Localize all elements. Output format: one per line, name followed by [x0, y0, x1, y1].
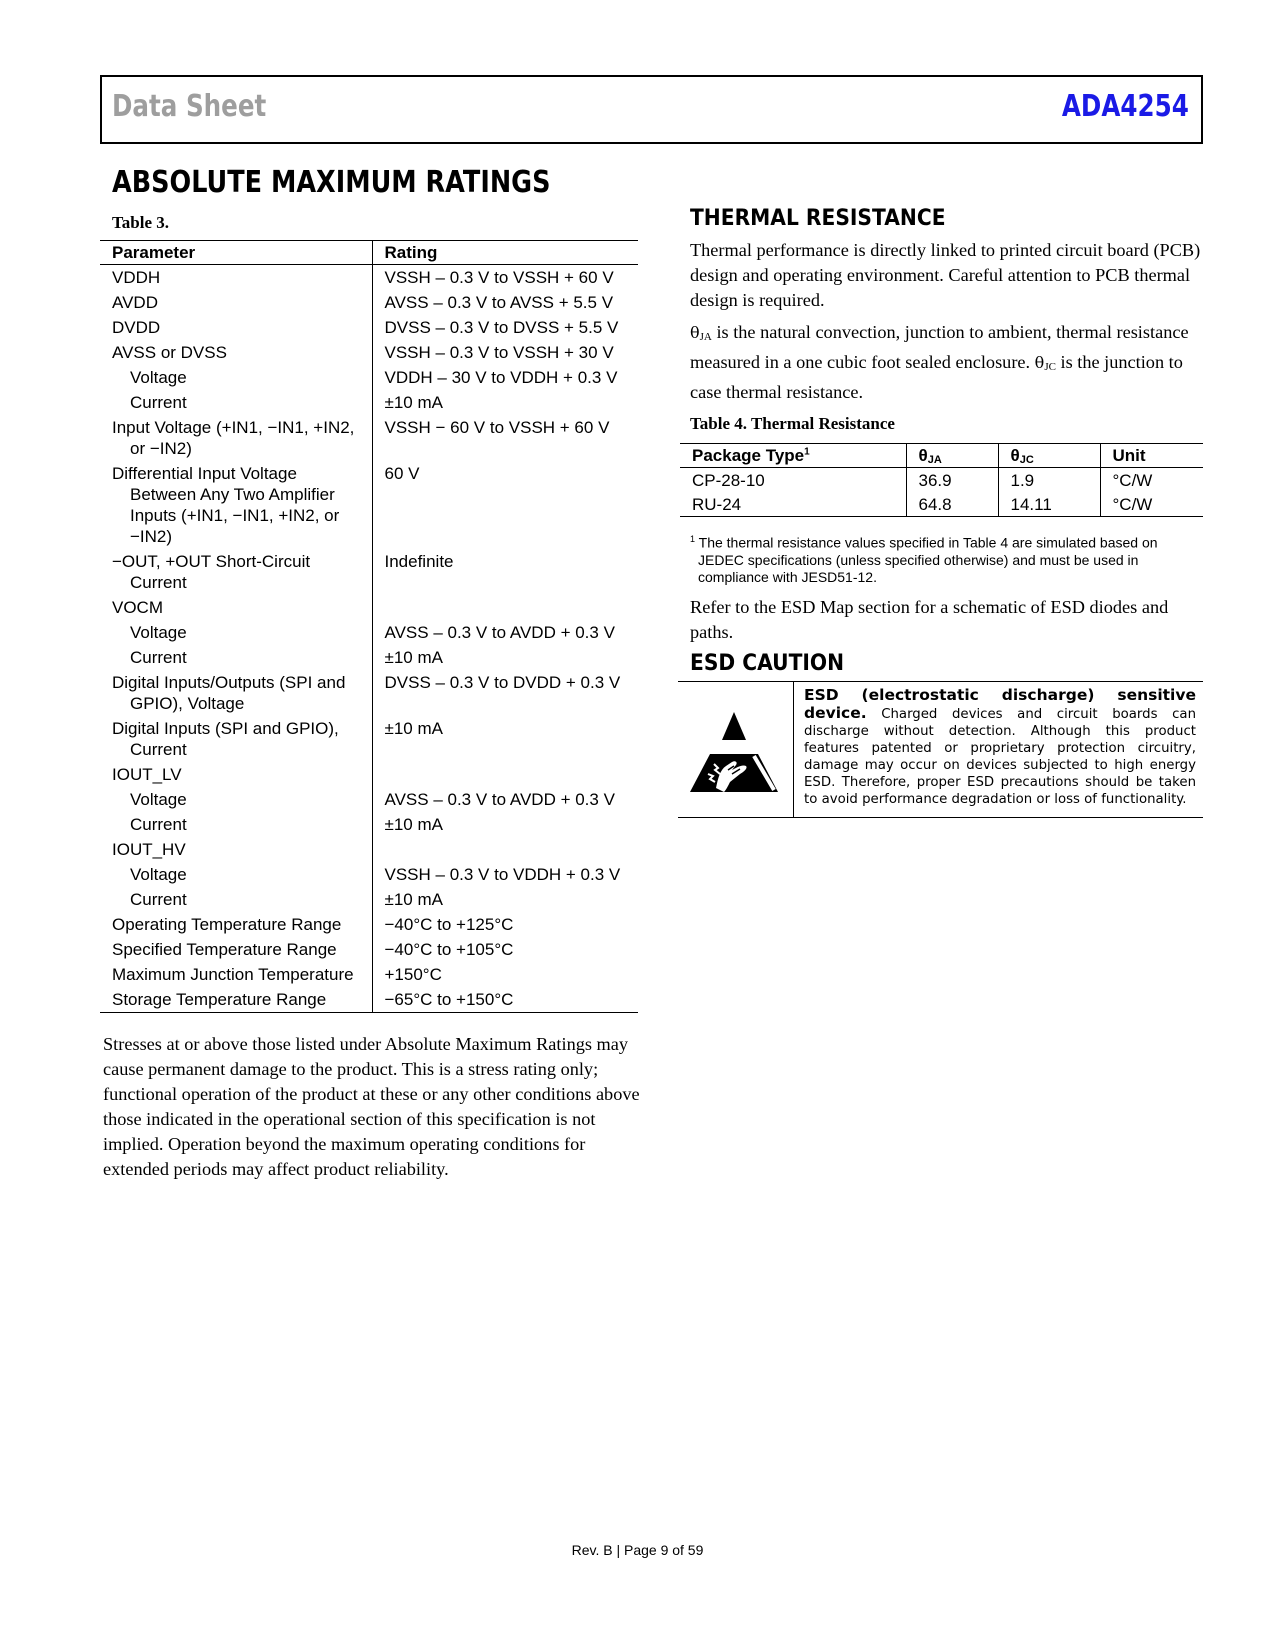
table4-caption: Table 4. Thermal Resistance: [690, 414, 895, 433]
table3-body: [100, 265, 638, 1013]
table3-cell-parameter: Differential Input Voltage Between Any Two Amplifier Inputs (+IN1, −IN1, +IN2, or −IN2): [112, 464, 340, 546]
table3-cell-rating: ±10 mA: [372, 390, 638, 415]
table4-cell-unit: °C/W: [1100, 492, 1203, 517]
theta-ja-symbol: θ: [690, 323, 700, 342]
table-row: [100, 912, 638, 937]
table-row: [100, 937, 638, 962]
table3-header-parameter: Parameter: [100, 241, 372, 265]
esd-caution-heading: ESD CAUTION: [690, 651, 845, 676]
theta-jc-symbol: θ: [1034, 353, 1045, 372]
table3-cell-parameter: VOCM: [112, 598, 163, 617]
table3-cell-rating: −40°C to +105°C: [372, 937, 638, 962]
table3-cell-parameter: IOUT_HV: [112, 840, 186, 859]
table-row: [100, 390, 638, 415]
table3-cell-rating: ±10 mA: [372, 716, 638, 762]
table3-cell-rating: AVSS – 0.3 V to AVSS + 5.5 V: [372, 290, 638, 315]
table-row: [100, 812, 638, 837]
table-row: [100, 645, 638, 670]
table4-footnote-mark: 1: [804, 446, 810, 458]
thermal-resistance-heading: THERMAL RESISTANCE: [690, 206, 946, 231]
table3-cell-parameter: Current: [130, 815, 187, 834]
table-row: [100, 787, 638, 812]
table3-cell-rating: VSSH – 0.3 V to VSSH + 30 V: [372, 340, 638, 365]
esd-warning-icon: [688, 704, 780, 796]
table3-cell-rating: −65°C to +150°C: [372, 987, 638, 1013]
table-row: [100, 962, 638, 987]
esd-map-reference: Refer to the ESD Map section for a schematic of ESD diodes and paths.: [690, 597, 1169, 642]
table3-cell-parameter: Digital Inputs/Outputs (SPI and GPIO), Voltage: [112, 673, 346, 713]
table-row: [100, 620, 638, 645]
header-part-number: ADA4254: [1062, 89, 1189, 124]
esd-caution-text: [804, 687, 1196, 808]
table3-cell-rating: ±10 mA: [372, 812, 638, 837]
table-row: [680, 492, 1203, 517]
table-row: [100, 461, 638, 549]
table3-cell-parameter: Operating Temperature Range: [112, 915, 342, 934]
stress-paragraph: Stresses at or above those listed under Absolute Maximum Ratings may cause permanent damage to the product. This is a stress rating only; functional operation of the product at these or any other conditions above those indicated in the operational section of this specification is not implied. Operation beyond the maximum operating conditions for extended periods may affect product reliability.: [103, 1034, 640, 1179]
table3-cell-rating: VSSH – 0.3 V to VSSH + 60 V: [372, 265, 638, 291]
table4-cell-package: RU-24: [680, 492, 906, 517]
table3-cell-parameter: Input Voltage (+IN1, −IN1, +IN2, or −IN2): [112, 418, 355, 458]
table3-cell-rating: ±10 mA: [372, 887, 638, 912]
theta-jc-subscript: JC: [1044, 361, 1056, 373]
table3-cell-parameter: Storage Temperature Range: [100, 987, 372, 1013]
absolute-max-ratings-table: [100, 240, 638, 1013]
table3-cell-parameter: Maximum Junction Temperature: [112, 965, 354, 984]
table3-cell-parameter: VDDH: [112, 268, 161, 287]
table-row: [100, 549, 638, 595]
table3-cell-rating: [372, 837, 638, 862]
table4-footnote: $^1$ The thermal resistance values specified in Table 4 are simulated based on JEDEC specifications (unless specified otherwise) and must be used in compliance with JESD51-12.: [690, 534, 1158, 585]
table-row: [100, 365, 638, 390]
table3-cell-rating: DVSS – 0.3 V to DVDD + 0.3 V: [372, 670, 638, 716]
theta-ja-subscript: JA: [699, 331, 712, 343]
table-row: [100, 315, 638, 340]
table3-cell-rating: VSSH − 60 V to VSSH + 60 V: [372, 415, 638, 461]
table-row: [100, 987, 638, 1013]
table-row: [100, 595, 638, 620]
header-doc-type: Data Sheet: [112, 89, 267, 124]
table3-cell-parameter: Specified Temperature Range: [112, 940, 337, 959]
table3-cell-parameter: Current: [130, 890, 187, 909]
table4-cell-theta-ja: 64.8: [906, 492, 998, 517]
thermal-resistance-table: [680, 443, 1203, 517]
table4-cell-theta-ja: 36.9: [906, 468, 998, 493]
table3-cell-rating: DVSS – 0.3 V to DVSS + 5.5 V: [372, 315, 638, 340]
table3-cell-parameter: Voltage: [130, 790, 187, 809]
table3-cell-parameter: DVDD: [112, 318, 161, 337]
table3-cell-parameter: IOUT_LV: [112, 765, 182, 784]
table3-cell-rating: VSSH – 0.3 V to VDDH + 0.3 V: [372, 862, 638, 887]
table3-cell-parameter: Voltage: [130, 623, 187, 642]
table3-cell-parameter: Current: [130, 393, 187, 412]
esd-caution-box: [678, 681, 1203, 818]
table-row: [100, 716, 638, 762]
table4-header-theta-ja: $\theta_{JA}$: [906, 444, 998, 468]
table3-cell-parameter: AVSS or DVSS: [112, 343, 227, 362]
table-row: [100, 887, 638, 912]
table-row: [100, 762, 638, 787]
section-title: ABSOLUTE MAXIMUM RATINGS: [112, 165, 551, 200]
table4-cell-theta-jc: 1.9: [998, 468, 1100, 493]
table-row: [100, 862, 638, 887]
table3-cell-rating: AVSS – 0.3 V to AVDD + 0.3 V: [372, 620, 638, 645]
page-footer: Rev. B | Page 9 of 59: [571, 1542, 704, 1558]
esd-box-divider: [793, 682, 794, 817]
table-row: [100, 290, 638, 315]
table4-header-package: Package Type$^1$: [680, 444, 906, 468]
table3-cell-parameter: AVDD: [112, 293, 158, 312]
table3-cell-rating: +150°C: [372, 962, 638, 987]
table3-cell-parameter: −OUT, +OUT Short-Circuit Current: [112, 552, 311, 592]
table3-cell-rating: Indefinite: [372, 549, 638, 595]
table3-cell-rating: VDDH – 30 V to VDDH + 0.3 V: [372, 365, 638, 390]
table-row: [100, 265, 638, 291]
table3-caption: Table 3.: [112, 213, 170, 232]
thermal-para-1: Thermal performance is directly linked to printed circuit board (PCB) design and operating environment. Careful attention to PCB thermal design is required.: [690, 240, 1201, 310]
thermal-para-2-text-b: is the junction to case thermal resistance.: [690, 352, 1183, 402]
table3-cell-parameter: Voltage: [130, 865, 187, 884]
table-row: [100, 670, 638, 716]
table4-header-theta-jc: $\theta_{JC}$: [998, 444, 1100, 468]
table3-cell-rating: −40°C to +125°C: [372, 912, 638, 937]
page-header: [100, 75, 1203, 144]
table-row: [100, 837, 638, 862]
table4-cell-unit: °C/W: [1100, 468, 1203, 493]
esd-caution-body-text: Charged devices and circuit boards can discharge without detection. Although this product features patented or proprietary protection circuitry, damage may occur on devices subjected to high energy ESD. Therefore, proper ESD precautions should be taken to avoid performance degradation or loss of functionality.: [804, 707, 1196, 807]
table4-cell-package: CP-28-10: [692, 471, 765, 490]
table3-cell-parameter: Current: [130, 648, 187, 667]
table3-cell-rating: ±10 mA: [372, 645, 638, 670]
thermal-para-2: [690, 320, 1210, 405]
table3-cell-rating: AVSS – 0.3 V to AVDD + 0.3 V: [372, 787, 638, 812]
table-row: [680, 468, 1203, 493]
table4-cell-theta-jc: 14.11: [998, 492, 1100, 517]
esd-caution-bold-text: ESD (electrostatic discharge) sensitive device.: [804, 686, 1196, 722]
table3-cell-parameter: Voltage: [130, 368, 187, 387]
table3-cell-rating: [372, 595, 638, 620]
table3-cell-rating: [372, 762, 638, 787]
table3-cell-parameter: Digital Inputs (SPI and GPIO), Current: [112, 719, 339, 759]
thermal-para-2-text-a: is the natural convection, junction to ambient, thermal resistance measured in a one cubic foot sealed enclosure.: [690, 322, 1189, 372]
table-row: [100, 415, 638, 461]
table3-header-rating: Rating: [372, 241, 638, 265]
table4-header-unit: Unit: [1100, 444, 1203, 468]
table-row: [100, 340, 638, 365]
table3-cell-rating: 60 V: [372, 461, 638, 549]
